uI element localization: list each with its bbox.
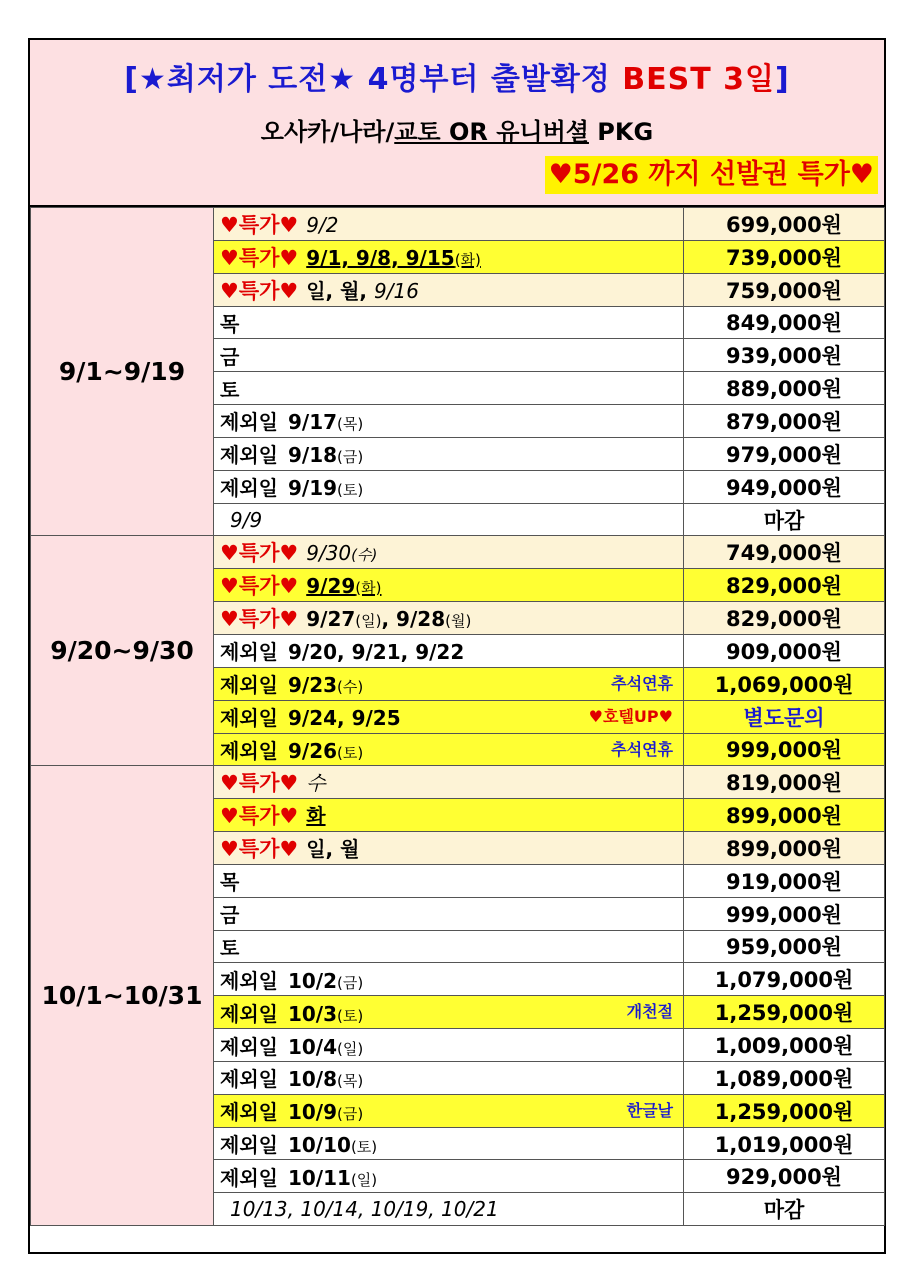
departure-day-text: 일, 월, [306, 278, 374, 303]
excluded-label: 제외일 [220, 476, 278, 501]
excluded-label: 제외일 [220, 968, 278, 993]
departure-day-text: 10/13, 10/14, 10/19, 10/21 [230, 1197, 499, 1222]
departure-days [288, 410, 363, 434]
holiday-note: 개천절 [626, 1002, 673, 1022]
excluded-label: 제외일 [220, 1001, 278, 1026]
price-cell: 929,000원 [684, 1160, 885, 1193]
price-cell: 999,000원 [684, 897, 885, 930]
price-cell: 909,000원 [684, 634, 885, 667]
departure-cell [214, 766, 684, 799]
departure-days [306, 541, 377, 565]
departure-cell [214, 405, 684, 438]
price-cell: 749,000원 [684, 536, 885, 569]
special-tag: ♥특가♥ [220, 541, 299, 566]
departure-days [230, 1197, 499, 1221]
price-cell: 별도문의 [684, 700, 885, 733]
departure-cell [214, 667, 684, 700]
departure-day-text: 금 [220, 344, 240, 369]
excluded-label: 제외일 [220, 738, 278, 763]
subtitle [30, 112, 884, 147]
departure-cell [214, 208, 684, 241]
special-tag: ♥특가♥ [220, 771, 299, 796]
departure-days [220, 903, 239, 927]
special-tag: ♥특가♥ [220, 607, 299, 632]
price-cell: 1,079,000원 [684, 963, 885, 996]
price-cell: 1,259,000원 [684, 996, 885, 1029]
weekday-label: (금) [337, 1105, 364, 1124]
weekday-label: (화) [355, 579, 382, 598]
price-cell: 999,000원 [684, 733, 885, 766]
departure-days [306, 246, 481, 270]
departure-days [288, 739, 363, 763]
price-cell: 959,000원 [684, 930, 885, 963]
excluded-label: 제외일 [220, 1034, 278, 1059]
departure-day-text: 토 [220, 935, 240, 960]
departure-cell [214, 1160, 684, 1193]
departure-day-text: 9/29 [306, 574, 356, 599]
holiday-note: ♥호텔UP♥ [588, 706, 673, 726]
price-cell: 899,000원 [684, 799, 885, 832]
headline-main: ★최저가 도전★ 4명부터 출발확정 [139, 62, 611, 97]
holiday-note: 추석연휴 [611, 739, 673, 759]
departure-day-text: 10/11 [287, 1165, 351, 1190]
departure-cell [214, 273, 684, 306]
weekday-label: (일) [350, 1170, 378, 1189]
departure-days [306, 213, 338, 237]
subtitle-pkg: PKG [588, 118, 654, 146]
departure-cell [214, 963, 684, 996]
departure-cell [214, 832, 684, 865]
departure-day-text: 9/1, 9/8, 9/15 [306, 245, 455, 270]
price-cell: 마감 [684, 1193, 885, 1226]
departure-cell [214, 240, 684, 273]
departure-cell [214, 864, 684, 897]
excluded-label: 제외일 [220, 640, 278, 665]
price-cell: 마감 [684, 503, 885, 536]
price-cell: 939,000원 [684, 339, 885, 372]
departure-day-text-2: 9/16 [374, 278, 419, 303]
departure-cell [214, 437, 684, 470]
price-cell: 919,000원 [684, 864, 885, 897]
departure-day-text: 9/2 [306, 212, 339, 237]
departure-cell [214, 602, 684, 635]
departure-cell [214, 733, 684, 766]
departure-cell [214, 1061, 684, 1094]
weekday-label: (토) [337, 743, 364, 762]
departure-day-text: 9/20, 9/21, 9/22 [287, 640, 465, 665]
price-cell: 949,000원 [684, 470, 885, 503]
departure-days [288, 1002, 363, 1026]
weekday-label: (금) [337, 973, 364, 992]
excluded-label: 제외일 [220, 706, 278, 731]
weekday-label: (수) [351, 546, 378, 565]
special-tag: ♥특가♥ [220, 278, 299, 303]
price-cell: 1,009,000원 [684, 1029, 885, 1062]
departure-day-text: 10/3 [287, 1001, 338, 1026]
excluded-label: 제외일 [220, 673, 278, 698]
departure-cell [214, 372, 684, 405]
departure-day-text: 10/4 [287, 1034, 338, 1059]
departure-day-text: 수 [306, 771, 326, 796]
departure-days [306, 607, 471, 631]
departure-day-text: 9/30 [306, 541, 352, 566]
price-row [31, 208, 885, 241]
excluded-label: 제외일 [220, 443, 278, 468]
price-row [31, 536, 885, 569]
special-tag: ♥특가♥ [220, 212, 299, 237]
departure-days [306, 837, 359, 861]
early-bird-banner: ♥5/26 까지 선발권 특가♥ [545, 156, 878, 194]
departure-day-text: 9/26 [287, 738, 338, 763]
departure-days [220, 936, 239, 960]
departure-day-text: 토 [220, 377, 240, 402]
price-cell: 1,259,000원 [684, 1094, 885, 1127]
price-cell: 979,000원 [684, 437, 885, 470]
departure-cell [214, 1127, 684, 1160]
departure-day-text: 9/24, 9/25 [287, 706, 401, 731]
headline-bracket-open: [ [124, 62, 140, 97]
headline [30, 54, 884, 98]
excluded-label: 제외일 [220, 1133, 278, 1158]
departure-days [220, 378, 239, 402]
price-cell: 889,000원 [684, 372, 885, 405]
departure-days [288, 443, 363, 467]
departure-day-text: 9/19 [287, 476, 338, 501]
subtitle-cities: 오사카/나라/ [260, 118, 395, 146]
price-cell: 899,000원 [684, 832, 885, 865]
weekday-label: (금) [337, 448, 364, 467]
headline-bracket-close: ] [774, 62, 790, 97]
departure-cell [214, 930, 684, 963]
departure-days [306, 279, 419, 303]
departure-day-text: 화 [306, 804, 326, 829]
weekday-label: (토) [350, 1138, 378, 1157]
weekday-label: (수) [337, 678, 364, 697]
departure-days [306, 771, 325, 795]
departure-cell [214, 1193, 684, 1226]
departure-day-text: 9/27 [306, 607, 356, 632]
price-row [31, 766, 885, 799]
departure-day-text: 목 [220, 311, 240, 336]
departure-day-text: 10/2 [287, 968, 338, 993]
departure-cell [214, 339, 684, 372]
headline-best: BEST 3일 [622, 62, 775, 97]
departure-days [220, 312, 239, 336]
departure-days [288, 1035, 363, 1059]
price-cell: 829,000원 [684, 569, 885, 602]
price-cell: 699,000원 [684, 208, 885, 241]
subtitle-option: 교토 OR 유니버셜 [394, 118, 589, 146]
price-cell: 1,019,000원 [684, 1127, 885, 1160]
weekday-label: (화) [454, 250, 481, 269]
departure-days [288, 673, 363, 697]
departure-days [220, 345, 239, 369]
departure-days [306, 574, 381, 598]
departure-day-text: 10/8 [287, 1067, 338, 1092]
price-cell: 759,000원 [684, 273, 885, 306]
excluded-label: 제외일 [220, 1165, 278, 1190]
weekday-label: (목) [337, 415, 364, 434]
departure-day-text-2: , 9/28 [381, 607, 446, 632]
departure-cell [214, 799, 684, 832]
departure-days [230, 508, 262, 532]
departure-day-text: 9/9 [230, 507, 263, 532]
departure-cell [214, 470, 684, 503]
excluded-label: 제외일 [220, 410, 278, 435]
header-banner [30, 40, 884, 207]
period-label: 9/1~9/19 [31, 208, 214, 536]
period-label: 9/20~9/30 [31, 536, 214, 766]
departure-cell [214, 569, 684, 602]
price-cell: 849,000원 [684, 306, 885, 339]
holiday-note: 추석연휴 [611, 673, 673, 693]
departure-cell [214, 1029, 684, 1062]
excluded-label: 제외일 [220, 1100, 278, 1125]
departure-days [306, 804, 325, 828]
departure-cell [214, 536, 684, 569]
departure-day-text: 10/10 [287, 1133, 351, 1158]
departure-days [288, 1166, 377, 1190]
price-sheet [28, 38, 886, 1254]
weekday-label-2: (월) [445, 612, 472, 631]
departure-cell [214, 306, 684, 339]
departure-day-text: 9/18 [287, 443, 338, 468]
weekday-label: (토) [337, 1006, 364, 1025]
special-tag: ♥특가♥ [220, 574, 299, 599]
excluded-label: 제외일 [220, 1067, 278, 1092]
departure-days [288, 640, 464, 664]
special-tag: ♥특가♥ [220, 245, 299, 270]
departure-days [288, 476, 363, 500]
departure-day-text: 목 [220, 870, 240, 895]
departure-cell [214, 897, 684, 930]
departure-cell [214, 634, 684, 667]
holiday-note: 한글날 [626, 1100, 673, 1120]
weekday-label: (토) [337, 481, 364, 500]
price-cell: 879,000원 [684, 405, 885, 438]
departure-cell [214, 503, 684, 536]
departure-days [288, 1100, 363, 1124]
departure-days [288, 969, 363, 993]
price-cell: 739,000원 [684, 240, 885, 273]
departure-day-text: 9/23 [287, 673, 338, 698]
price-cell: 1,069,000원 [684, 667, 885, 700]
special-tag: ♥특가♥ [220, 804, 299, 829]
price-cell: 829,000원 [684, 602, 885, 635]
price-table [30, 207, 885, 1226]
weekday-label: (일) [355, 612, 382, 631]
departure-cell [214, 1094, 684, 1127]
departure-days [288, 1133, 377, 1157]
departure-days [288, 1067, 363, 1091]
departure-cell [214, 700, 684, 733]
special-tag: ♥특가♥ [220, 836, 299, 861]
weekday-label: (목) [337, 1072, 364, 1091]
departure-day-text: 10/9 [287, 1100, 338, 1125]
departure-day-text: 일, 월 [306, 836, 360, 861]
weekday-label: (일) [337, 1039, 364, 1058]
departure-cell [214, 996, 684, 1029]
period-label: 10/1~10/31 [31, 766, 214, 1226]
departure-days [220, 870, 239, 894]
price-cell: 1,089,000원 [684, 1061, 885, 1094]
departure-day-text: 9/17 [287, 410, 338, 435]
departure-day-text: 금 [220, 903, 240, 928]
price-cell: 819,000원 [684, 766, 885, 799]
departure-days [288, 706, 401, 730]
